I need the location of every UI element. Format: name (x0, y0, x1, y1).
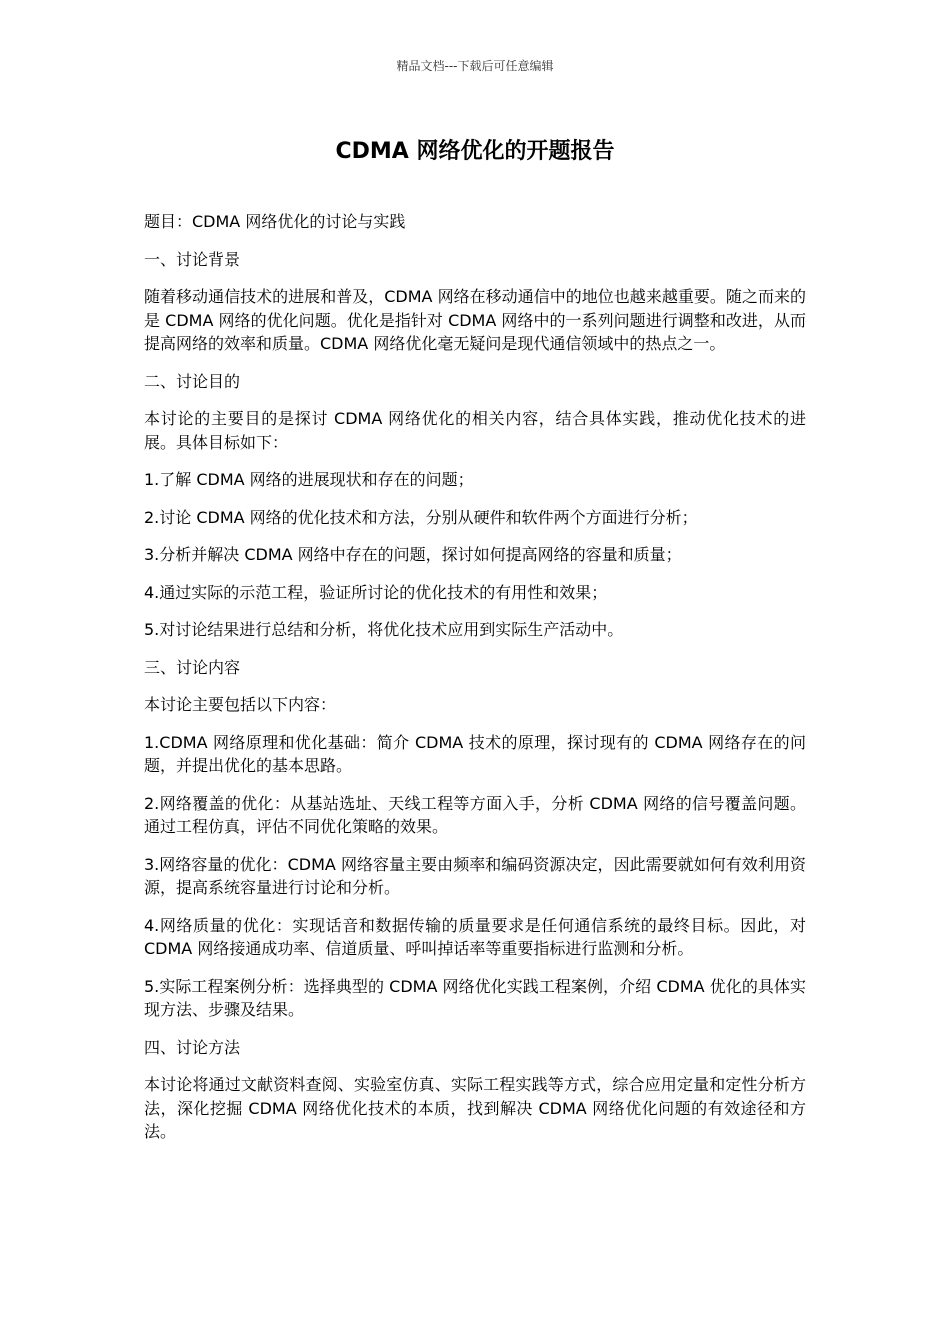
content-item-3: 3.网络容量的优化：CDMA 网络容量主要由频率和编码资源决定，因此需要就如何有效利用资源，提高系统容量进行讨论和分析。 (144, 854, 806, 897)
method-paragraph: 本讨论将通过文献资料查阅、实验室仿真、实际工程实践等方式，综合应用定量和定性分析方法，深化挖掘 CDMA 网络优化技术的本质，找到解决 CDMA 网络优化问题的有效途径和方法。 (144, 1075, 806, 1141)
goal-item-5: 5.对讨论结果进行总结和分析，将优化技术应用到实际生产活动中。 (144, 620, 624, 639)
goal-item-4: 4.通过实际的示范工程，验证所讨论的优化技术的有用性和效果； (144, 582, 608, 602)
page-header: 精品文档---下载后可任意编辑 (396, 59, 554, 73)
background-paragraph: 随着移动通信技术的进展和普及，CDMA 网络在移动通信中的地位也越来越重要。随之而来的是 CDMA 网络的优化问题。优化是指针对 CDMA 网络中的一系列问题进行调整和改进，从而提高网络的效率和质量。CDMA 网络优化毫无疑问是现代通信领域中的热点之一。 (144, 287, 806, 353)
section-heading-content: 三、讨论内容 (144, 657, 241, 677)
content-item-4: 4.网络质量的优化：实现话音和数据传输的质量要求是任何通信系统的最终目标。因此，对 CDMA 网络接通成功率、信道质量、呼叫掉话率等重要指标进行监测和分析。 (144, 915, 806, 958)
goal-item-3: 3.分析并解决 CDMA 网络中存在的问题，探讨如何提高网络的容量和质量； (144, 545, 682, 564)
content-item-2: 2.网络覆盖的优化：从基站选址、天线工程等方面入手，分析 CDMA 网络的信号覆盖问题。通过工程仿真，评估不同优化策略的效果。 (144, 793, 806, 836)
content-item-5: 5.实际工程案例分析：选择典型的 CDMA 网络优化实践工程案例，介绍 CDMA 优化的具体实现方法、步骤及结果。 (144, 976, 806, 1019)
content-item-1: 1.CDMA 网络原理和优化基础：简介 CDMA 技术的原理，探讨现有的 CDMA 网络存在的问题，并提出优化的基本思路。 (144, 732, 806, 775)
section-heading-purpose: 二、讨论目的 (144, 371, 241, 391)
topic-line: 题目：CDMA 网络优化的讨论与实践 (144, 212, 406, 231)
document-title: CDMA 网络优化的开题报告 (335, 139, 615, 164)
goal-item-1: 1.了解 CDMA 网络的进展现状和存在的问题； (144, 470, 474, 489)
goal-item-2: 2.讨论 CDMA 网络的优化技术和方法，分别从硬件和软件两个方面进行分析； (144, 507, 698, 527)
document-body (144, 210, 806, 1158)
purpose-intro-paragraph: 本讨论的主要目的是探讨 CDMA 网络优化的相关内容，结合具体实践，推动优化技术的进展。具体目标如下： (144, 409, 806, 452)
section-heading-method: 四、讨论方法 (144, 1037, 241, 1057)
section-heading-background: 一、讨论背景 (144, 249, 241, 269)
content-intro-paragraph: 本讨论主要包括以下内容： (144, 695, 337, 714)
